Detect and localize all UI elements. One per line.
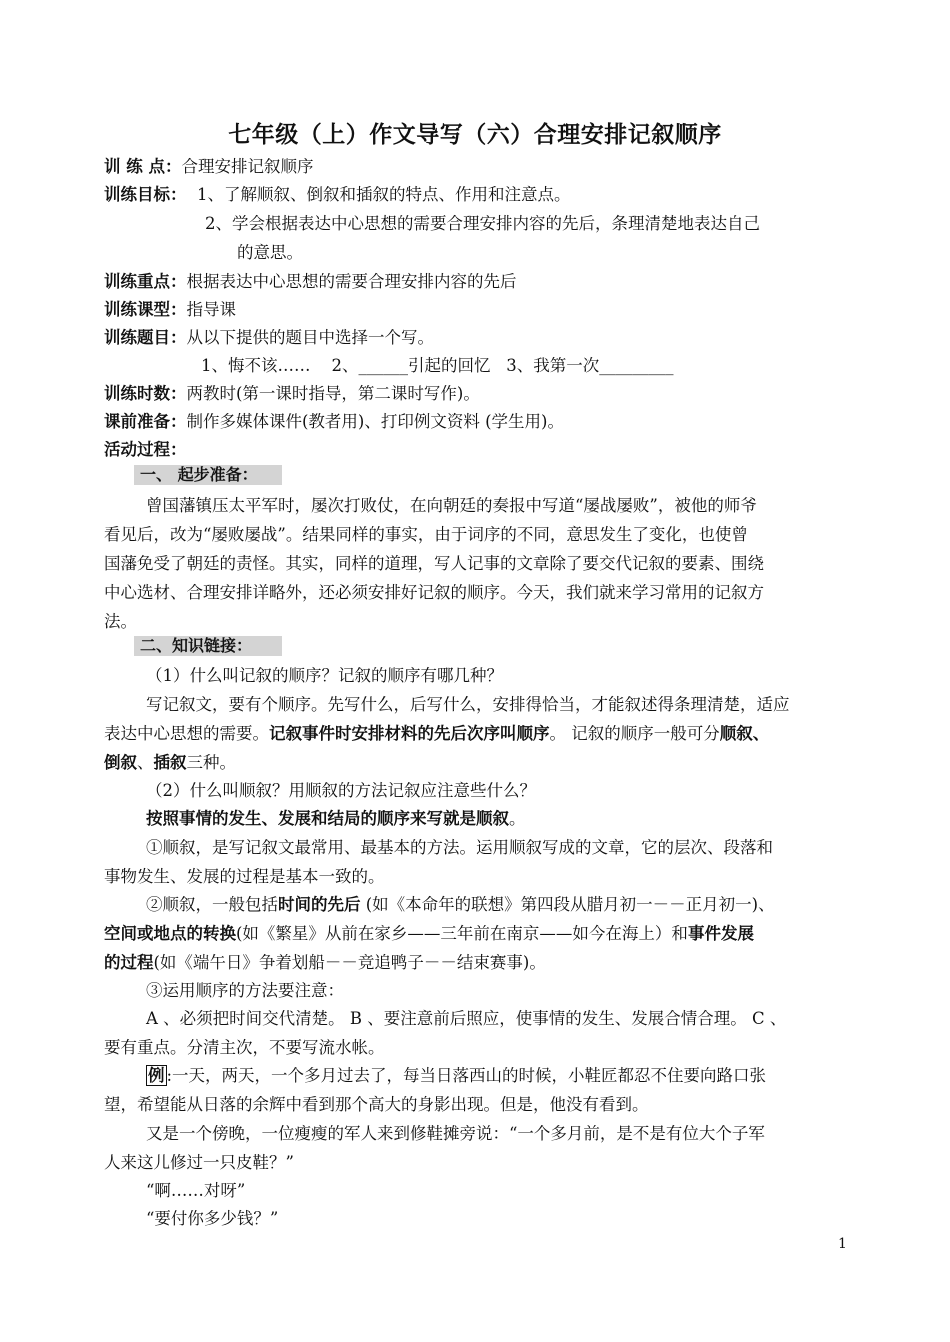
point-1-line-1: ①顺叙，是写记叙文最常用、最基本的方法。运用顺叙写成的文章，它的层次、段落和 [146,838,773,857]
answer-1-line-3 [104,749,236,773]
answer-1-line-1: 写记叙文，要有个顺序。先写什么，后写什么，安排得恰当，才能叙述得条理清楚，适应 [146,695,790,714]
point-1-line-2: 事物发生、发展的过程是基本一致的。 [104,867,385,886]
text-span: (如《繁星》从前在家乡——三年前在南京——如今在海上）和 [236,924,688,943]
section-2-heading: 二、知识链接： [134,636,282,656]
training-key-label: 训练重点： [104,272,187,291]
training-goals-label: 训练目标： [104,185,187,204]
term-bold: 空间或地点的转换 [104,924,236,943]
training-topic-value: 从以下提供的题目中选择一个写。 [186,328,434,347]
term-bold: 倒叙 [104,753,137,772]
training-point-label: 训 练 点： [104,157,182,176]
example-line-3: 又是一个傍晚，一位瘦瘦的军人来到修鞋摊旁说：“一个多月前，是不是有位大个子军 [146,1124,765,1143]
preparation-label: 课前准备： [104,412,187,431]
text-span: 表达中心思想的需要。 [104,724,269,743]
text-span: ②顺叙，一般包括 [146,895,278,914]
example-line-2: 望，希望能从日落的余辉中看到那个高大的身影出现。但是，他没有看到。 [104,1095,649,1114]
example-line-1 [146,1062,766,1086]
section-1-line: 法。 [104,612,137,631]
text-span: 、 [137,753,154,772]
question-1: （1）什么叫记叙的顺序？记叙的顺序有哪几种？ [146,666,503,685]
page-number: 1 [838,1236,847,1252]
text-span: :一天，两天，一个多月过去了，每当日落西山的时候，小鞋匠都忍不住要向路口张 [166,1066,767,1085]
answer-1-line-2 [104,720,769,744]
example-tag: 例 [148,1066,165,1085]
goal-2-continued: 的意思。 [237,243,303,262]
training-type [104,296,236,320]
section-1-line: 曾国藩镇压太平军时，屡次打败仗，在向朝廷的奏报中写道“屡战屡败”，被他的师爷 [146,496,757,515]
goal-2: 2、学会根据表达中心思想的需要合理安排内容的先后，条理清楚地表达自己 [205,214,760,233]
example-line-4: 人来这儿修过一只皮鞋？” [104,1153,294,1172]
process-label [104,436,187,460]
training-time-value: 两教时(第一课时指导，第二课时写作)。 [186,384,480,403]
definition-bold: 记叙事件时安排材料的先后次序叫顺序 [269,724,550,743]
example-line-5: “啊……对呀” [146,1181,246,1200]
example-line-6: “要付你多少钱？” [146,1209,279,1228]
notes-line-1: A 、必须把时间交代清楚。 B 、要注意前后照应，使事情的发生、发展合情合理。 C 、 [146,1009,787,1028]
training-key-value: 根据表达中心思想的需要合理安排内容的先后 [186,272,517,291]
goal-1: 1、了解顺叙、倒叙和插叙的特点、作用和注意点。 [197,185,571,204]
point-2-line-3 [104,949,546,973]
point-3: ③运用顺序的方法要注意： [146,981,344,1000]
text-span: 。 [509,809,526,828]
section-1-heading: 一、 起步准备： [134,465,282,485]
text-span: (如《本命年的联想》第四段从腊月初一－－正月初一)、 [360,895,775,914]
training-goals [104,181,571,205]
term-bold: 事件发展 [687,924,754,943]
preparation-value: 制作多媒体课件(教者用)、打印例文资料 (学生用)。 [186,412,564,431]
training-time-label: 训练时数： [104,384,187,403]
section-1-line: 看见后，改为“屡败屡战”。结果同样的事实，由于词序的不同，意思发生了变化，也使曾 [104,525,748,544]
training-point [104,153,314,177]
training-key [104,268,517,292]
document-title: 七年级（上）作文导写（六）合理安排记叙顺序 [228,122,722,148]
term-bold: 顺叙、 [719,724,770,743]
training-time [104,380,480,404]
notes-line-2: 要有重点。分清主次，不要写流水帐。 [104,1038,385,1057]
term-bold: 插叙 [153,753,187,772]
answer-2 [146,805,526,829]
training-type-label: 训练课型： [104,300,187,319]
definition-bold: 按照事情的发生、发展和结局的顺序来写就是顺叙 [146,809,509,828]
point-2-line-1 [146,891,775,915]
text-span: 三种。 [186,753,236,772]
section-1-line: 中心选材、合理安排详略外，还必须安排好记叙的顺序。今天，我们就来学习常用的记叙方 [104,583,764,602]
process-label-text: 活动过程： [104,440,187,459]
section-1-line: 国藩免受了朝廷的责怪。其实，同样的道理，写人记事的文章除了要交代记叙的要素、围绕 [104,554,764,573]
preparation [104,408,564,432]
question-2: （2）什么叫顺叙？用顺叙的方法记叙应注意些什么？ [146,781,536,800]
training-topic [104,324,434,348]
text-span: (如《端午日》争着划船－－竞追鸭子－－结束赛事)。 [153,953,546,972]
term-bold: 的过程 [104,953,154,972]
topic-options: 1、悔不该…… 2、______引起的回忆 3、我第一次_________ [201,356,674,375]
term-bold: 时间的先后 [278,895,361,914]
text-span: 。 记叙的顺序一般可分 [549,724,720,743]
training-topic-label: 训练题目： [104,328,187,347]
point-2-line-2 [104,920,754,944]
training-point-value: 合理安排记叙顺序 [181,157,314,176]
training-type-value: 指导课 [186,300,236,319]
